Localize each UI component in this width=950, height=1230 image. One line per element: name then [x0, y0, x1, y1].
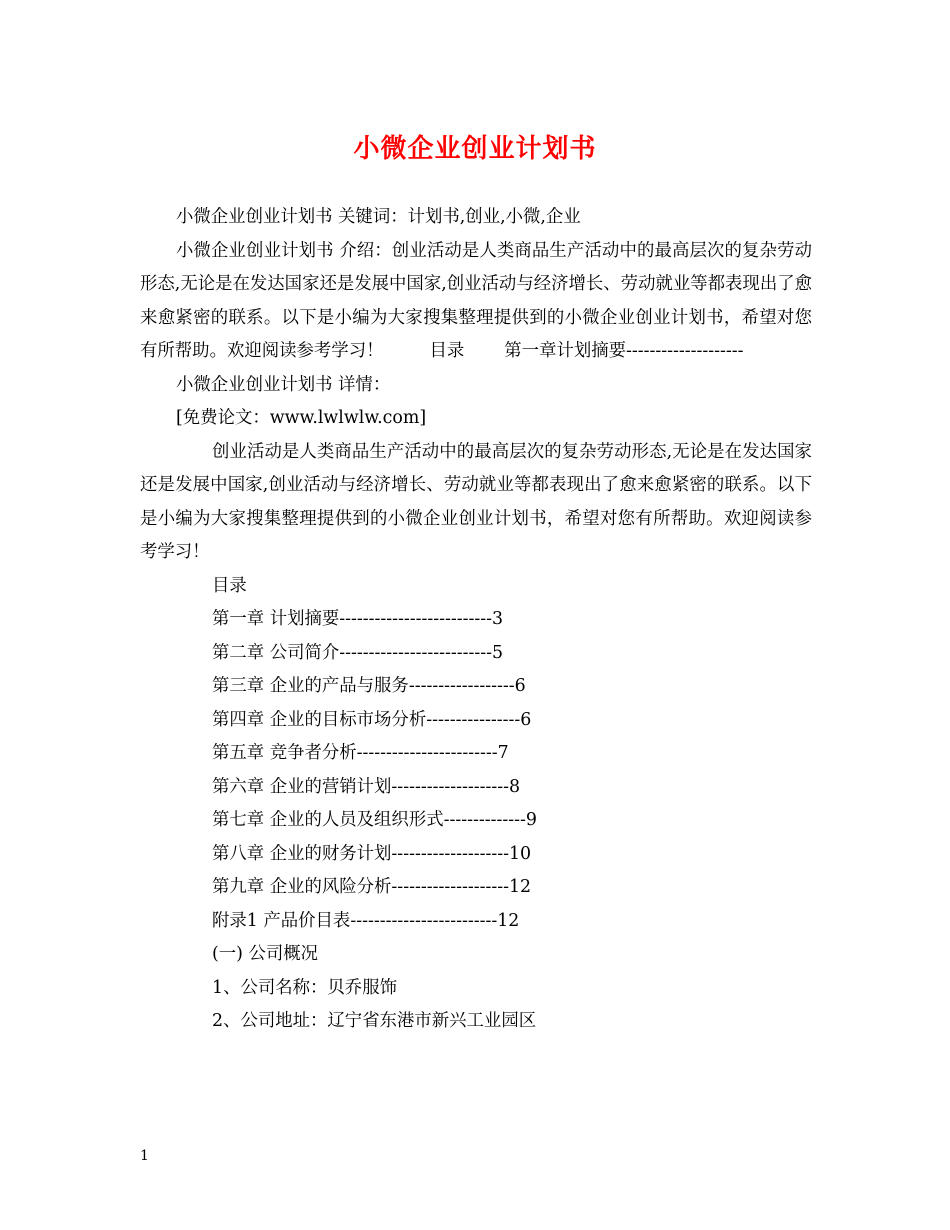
toc-item: 第七章 企业的人员及组织形式--------------9 — [212, 810, 537, 830]
toc-item: 第一章 计划摘要--------------------------3 — [212, 609, 504, 629]
main-paragraph: 创业活动是人类商品生产活动中的最高层次的复杂劳动形态,无论是在发达国家还是发展中国家,创业活动与经济增长、劳动就业等都表现出了愈来愈紧密的联系。以下是小编为大家搜集整理提供到的小微企业创业计划书，希望对您有所帮助。欢迎阅读参考学习！ — [140, 441, 812, 562]
details-line: 小微企业创业计划书 详情： — [176, 374, 391, 395]
page-number: 1 — [140, 1148, 149, 1164]
table-of-contents — [140, 603, 812, 938]
document-title: 小微企业创业计划书 — [353, 134, 597, 164]
toc-item: 第九章 企业的风险分析--------------------12 — [212, 877, 532, 897]
toc-item: 第六章 企业的营销计划--------------------8 — [212, 776, 521, 797]
document-body — [140, 201, 812, 1039]
intro-toc-first: 第一章计划摘要-------------------- — [504, 341, 744, 361]
toc-item: 第二章 公司简介--------------------------5 — [212, 642, 504, 663]
toc-item: 第五章 竞争者分析------------------------7 — [212, 743, 509, 763]
company-address-line: 2、公司地址：辽宁省东港市新兴工业园区 — [212, 1011, 537, 1031]
company-name-line: 1、公司名称：贝乔服饰 — [212, 977, 397, 998]
intro-text: 小微企业创业计划书 介绍：创业活动是人类商品生产活动中的最高层次的复杂劳动形态,无论是在发达国家还是发展中国家,创业活动与经济增长、劳动就业等都表现出了愈来愈紧密的联系。以下是小编为大家搜集整理提供到的小微企业创业计划书，希望对您有所帮助。欢迎阅读参考学习！ — [140, 240, 812, 361]
section-heading: (一) 公司概况 — [212, 944, 319, 964]
toc-item: 第四章 企业的目标市场分析----------------6 — [212, 709, 532, 730]
toc-item: 第三章 企业的产品与服务------------------6 — [212, 676, 526, 696]
intro-toc-label: 目录 — [429, 341, 465, 361]
source-line: [免费论文：www.lwlwlw.com] — [176, 408, 427, 428]
toc-heading: 目录 — [212, 575, 247, 596]
toc-item: 附录1 产品价目表-------------------------12 — [212, 910, 520, 931]
keywords-line: 小微企业创业计划书 关键词：计划书,创业,小微,企业 — [176, 207, 581, 227]
intro-paragraph — [140, 235, 812, 369]
toc-item: 第八章 企业的财务计划--------------------10 — [212, 843, 532, 864]
